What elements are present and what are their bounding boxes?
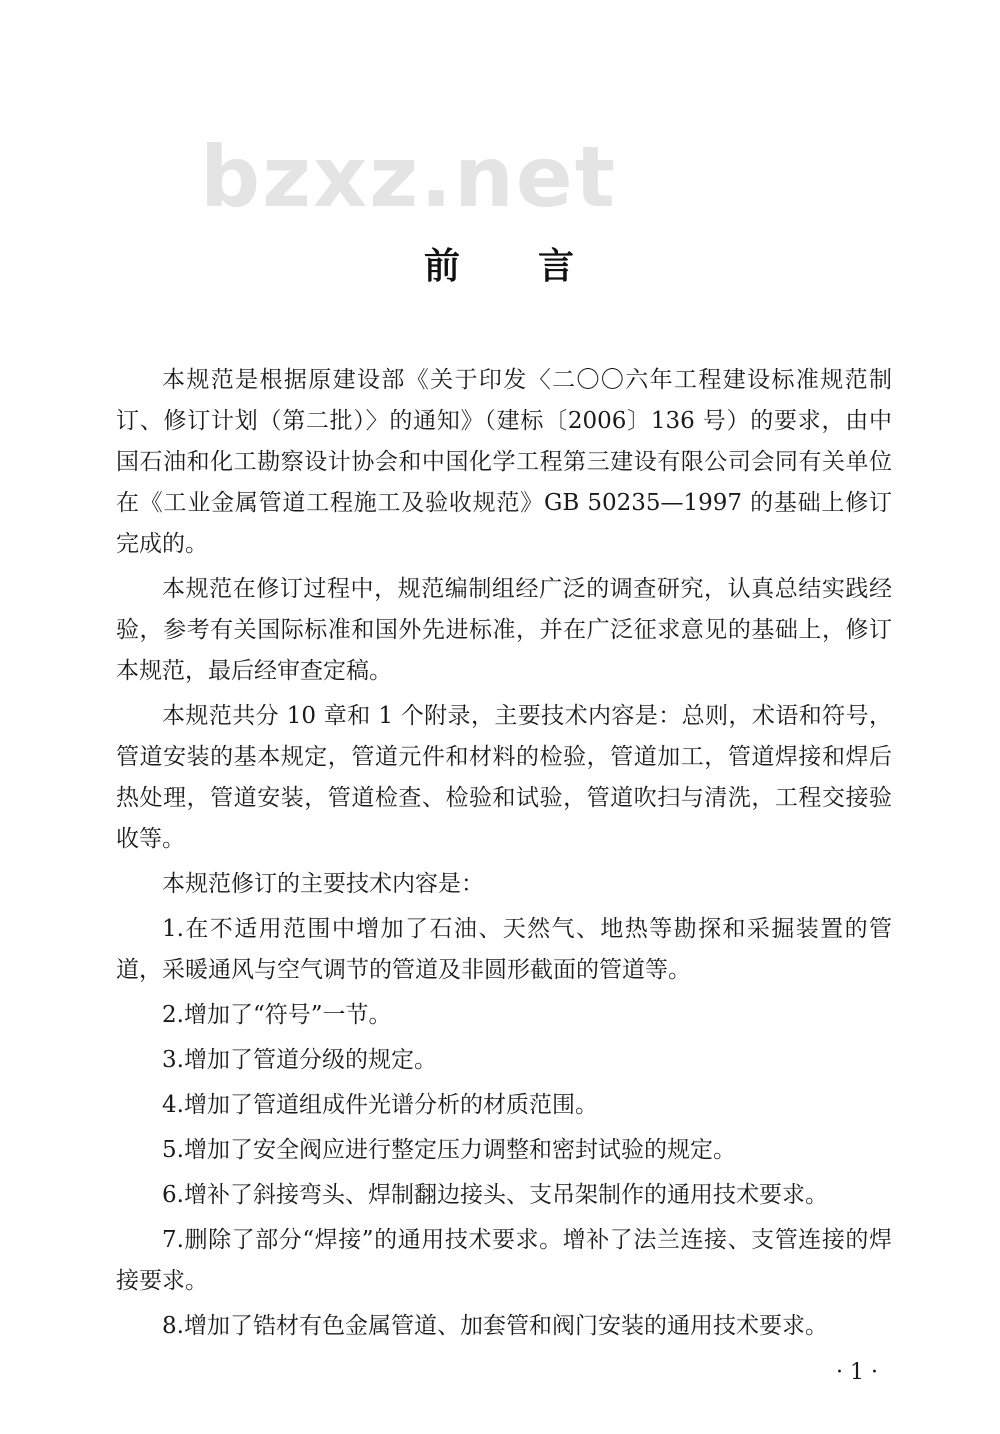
page-title	[0, 238, 1000, 289]
page-number: · 1 ·	[836, 1360, 878, 1385]
preface-body	[116, 360, 892, 1351]
paragraph-3: 本规范共分 10 章和 1 个附录，主要技术内容是：总则，术语和符号，管道安装的基本规定，管道元件和材料的检验，管道加工，管道焊接和焊后热处理，管道安装，管道检查、检验和试验，管道吹扫与清洗，工程交接验收等。	[116, 703, 892, 852]
title-char-2: 言	[538, 246, 577, 287]
paragraph-1: 本规范是根据原建设部《关于印发〈二〇〇六年工程建设标准规范制订、修订计划（第二批）〉的通知》（建标〔2006〕136 号）的要求，由中国石油和化工勘察设计协会和中国化学工程第三建设有限公司会同有关单位在《工业金属管道工程施工及验收规范》GB 50235—1997 的基础上修订完成的。	[116, 367, 892, 557]
paragraph-4: 本规范修订的主要技术内容是：	[162, 871, 484, 897]
list-item-5: 5.增加了安全阀应进行整定压力调整和密封试验的规定。	[162, 1137, 736, 1163]
title-char-1: 前	[423, 246, 462, 287]
list-item-3: 3.增加了管道分级的规定。	[162, 1047, 437, 1073]
list-item-7: 7.删除了部分“焊接”的通用技术要求。增补了法兰连接、支管连接的焊接要求。	[116, 1227, 892, 1294]
list-item-4: 4.增加了管道组成件光谱分析的材质范围。	[162, 1092, 598, 1118]
paragraph-2: 本规范在修订过程中，规范编制组经广泛的调查研究，认真总结实践经验，参考有关国际标准和国外先进标准，并在广泛征求意见的基础上，修订本规范，最后经审查定稿。	[116, 576, 892, 684]
list-item-1: 1.在不适用范围中增加了石油、天然气、地热等勘探和采掘装置的管道，采暖通风与空气调节的管道及非圆形截面的管道等。	[116, 916, 892, 983]
list-item-2: 2.增加了“符号”一节。	[162, 1002, 392, 1028]
list-item-6: 6.增补了斜接弯头、焊制翻边接头、支吊架制作的通用技术要求。	[162, 1182, 828, 1208]
list-item-8: 8.增加了锆材有色金属管道、加套管和阀门安装的通用技术要求。	[162, 1313, 828, 1339]
watermark: bzxz.net	[200, 128, 617, 226]
